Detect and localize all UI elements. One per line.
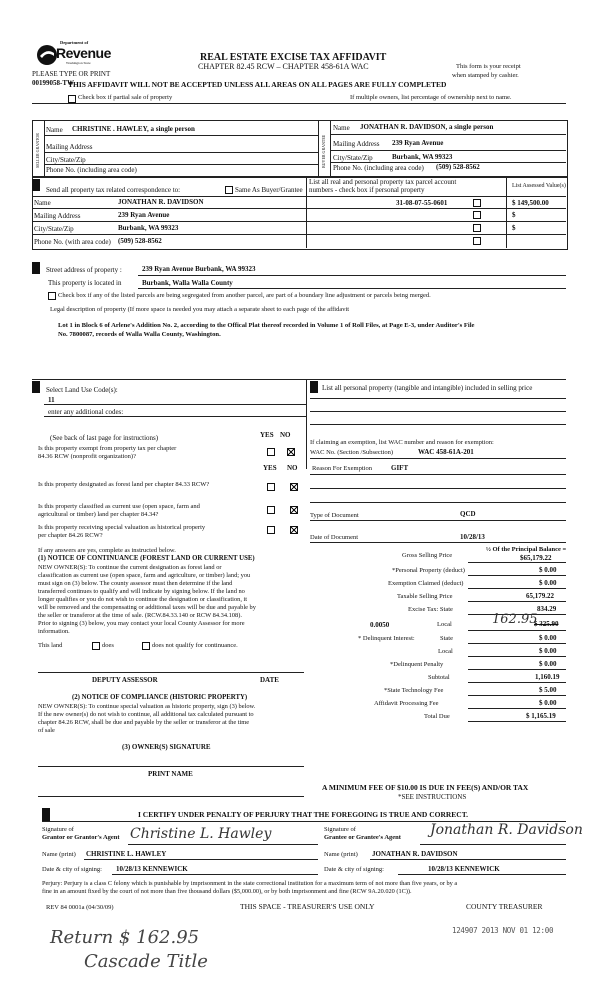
buyer-phone-label: Phone No. (including area code) [333, 164, 424, 172]
q3-line-1: Is this property classified as current use (open space, farm and [38, 503, 200, 510]
located-value: Burbank, Walla Walla County [142, 279, 233, 287]
does-not-label: does not qualify for continuance. [152, 642, 238, 649]
gross-note: ½ Of the Principal Balance = [486, 546, 567, 553]
no-header-1: NO [280, 431, 291, 439]
exemption-label: If claiming an exemption, list WAC number and reason for exemption: [310, 439, 494, 446]
wac-label: WAC No. (Section /Subsection) [310, 449, 394, 456]
subtotal-label: Subtotal [428, 674, 450, 681]
q4-line-1: Is this property receiving special valuation as historical property [38, 524, 206, 531]
continuance-line-8: Prior to signing (3) below, you may contact your local County Assessor for more [38, 620, 245, 627]
personal-deduct-label: *Personal Property (deduct) [392, 567, 465, 574]
q2-no-checkbox[interactable] [290, 483, 298, 491]
grantee-date-city: 10/28/13 KENNEWICK [428, 865, 500, 873]
receipt-stamp: 124907 2013 NOV 01 12:00 [452, 926, 554, 935]
perjury-line-1: Perjury: Perjury is a class C felony which is punishable by imprisonment in the state correctional institution for a maximum term of not more than five years, or by a [42, 880, 458, 887]
warning-text: THIS AFFIDAVIT WILL NOT BE ACCEPTED UNLESS ALL AREAS ON ALL PAGES ARE FULLY COMPLETED [68, 80, 447, 89]
buyer-mailing-label: Mailing Address [333, 140, 380, 148]
grantor-signature: Christine L. Hawley [130, 826, 272, 842]
see-back-note: (See back of last page for instructions) [50, 434, 159, 442]
q3-no-checkbox[interactable] [290, 506, 298, 514]
parcel-3-personal-checkbox[interactable] [473, 224, 481, 232]
rev-number: REV 84 0001a (04/30/09) [46, 904, 114, 911]
parcel-2-personal-checkbox[interactable] [473, 211, 481, 219]
doc-type-value: QCD [460, 510, 476, 518]
does-label: does [102, 642, 114, 649]
local-struck-value: $ 325.90 [534, 620, 559, 628]
certify-text: I CERTIFY UNDER PENALTY OF PERJURY THAT THE FOREGOING IS TRUE AND CORRECT. [138, 810, 469, 819]
reason-value: GIFT [391, 464, 409, 472]
parcel-1-personal-checkbox[interactable] [473, 199, 481, 207]
grantor-name-print-label: Name (print) [42, 851, 76, 858]
see-instructions: *SEE INSTRUCTIONS [398, 793, 467, 801]
minimum-fee-note: A MINIMUM FEE OF $10.00 IS DUE IN FEE(S) AND/OR TAX [322, 783, 529, 792]
continuance-title: (1) NOTICE OF CONTINUANCE (FOREST LAND OR CURRENT USE) [38, 555, 255, 562]
subtotal-value: 1,160.19 [535, 673, 560, 681]
continuance-line-7: the seller or transferor at the time of sale. (RCW.84.33.140 or RCW 84.34.108). [38, 612, 242, 619]
grantee-sig-label-2: Grantee or Grantee's Agent [324, 834, 401, 841]
grantee-signature: Jonathan R. Davidson [430, 822, 583, 838]
tech-fee-label: *State Technology Fee [384, 687, 444, 694]
logo-sub: Washington State [66, 61, 91, 65]
land-use-code: 11 [48, 396, 55, 404]
grantee-date-city-label: Date & city of signing: [324, 866, 384, 873]
yes-header-2: YES [263, 464, 277, 472]
corr-mailing-label: Mailing Address [34, 212, 81, 220]
assessed-header: List Assessed Value(s) [512, 183, 566, 189]
parcels-label-1: List all real and personal property tax parcel account [309, 178, 457, 186]
seller-mailing-label: Mailing Address [46, 143, 93, 151]
delinquent-state-label: State [440, 635, 453, 642]
same-as-buyer-label: Same As Buyer/Grantee [235, 186, 303, 194]
q4-no-checkbox[interactable] [290, 526, 298, 534]
buyer-name-label: Name [333, 124, 350, 132]
wac-value: WAC 458-61A-201 [418, 448, 474, 456]
taxable-value: 65,179.22 [526, 592, 554, 600]
county-treasurer-label: COUNTY TREASURER [466, 902, 543, 911]
section-marker [310, 381, 318, 393]
street-label: Street address of property : [46, 266, 122, 274]
buyer-name: JONATHAN R. DAVIDSON, a single person [360, 123, 494, 131]
handwritten-return: Return $ 162.95 [50, 927, 200, 948]
grantor-date-city-label: Date & city of signing: [42, 866, 102, 873]
deputy-date-label: DATE [260, 676, 279, 684]
delinquent-local-value: $ 0.00 [539, 647, 557, 655]
continuance-line-4: transferred continues to qualify and will indicate by signing below. If the land no [38, 588, 245, 595]
dor-logo [36, 40, 111, 70]
doc-number: 00199058-TW [32, 79, 74, 87]
partial-sale-label: Check box if partial sale of property [78, 94, 173, 101]
q3-line-2: agricultural or timber) land per chapter 84.34? [38, 511, 159, 518]
q1-no-checkbox[interactable] [287, 448, 295, 456]
compliance-line-1: NEW OWNER(S): To continue special valuation as historic property, sign (3) below. [38, 703, 256, 710]
grantor-date-city: 10/28/13 KENNEWICK [116, 865, 188, 873]
processing-fee-label: Affidavit Processing Fee [374, 700, 439, 707]
legal-line-2: No. 7800087, records of Walla Walla County, Washington. [58, 331, 221, 338]
treasurer-space-label: THIS SPACE - TREASURER'S USE ONLY [240, 902, 375, 911]
processing-fee-value: $ 0.00 [539, 699, 557, 707]
seller-city-label: City/State/Zip [46, 156, 86, 164]
gross-label: Gross Selling Price [402, 552, 453, 559]
continuance-intro: If any answers are yes, complete as instructed below. [38, 547, 176, 554]
seller-name-label: Name [46, 126, 63, 134]
this-land-label: This land [38, 642, 63, 649]
section-marker [32, 262, 40, 274]
logo-top: Department of [60, 40, 89, 45]
land-use-label: Select Land Use Code(s): [46, 386, 118, 394]
corr-name: JONATHAN R. DAVIDSON [118, 198, 204, 206]
section-marker [42, 808, 50, 822]
doc-date-label: Date of Document [310, 534, 359, 541]
continuance-line-1: NEW OWNER(S): To continue the current designation as forest land or [38, 564, 222, 571]
personal-property-label: List all personal property (tangible and intangible) included in selling price [322, 384, 533, 392]
buyer-mailing: 239 Ryan Avenue [392, 139, 444, 147]
delinquent-local-label: Local [438, 648, 453, 655]
seller-phone-label: Phone No. (including area code) [46, 166, 137, 174]
parcels-label-2: numbers - check box if personal property [309, 186, 425, 194]
corr-mailing: 239 Ryan Avenue [118, 211, 170, 219]
corr-city-label: City/State/Zip [34, 225, 74, 233]
buyer-city-label: City/State/Zip [333, 154, 373, 162]
form-subtitle: CHAPTER 82.45 RCW – CHAPTER 458-61A WAC [198, 62, 369, 71]
assessed-value-2: $ [512, 211, 516, 219]
excise-state-label: Excise Tax: State [408, 606, 453, 613]
excise-state-value: 834.29 [537, 605, 557, 613]
section-marker [32, 179, 40, 191]
same-as-buyer-checkbox[interactable] [225, 186, 233, 194]
q1-yes-checkbox[interactable] [267, 448, 275, 456]
segregated-checkbox[interactable] [48, 292, 56, 300]
compliance-line-4: of sale [38, 727, 55, 734]
receipt-note-1: This form is your receipt [456, 63, 521, 70]
q4-line-2: per chapter 84.26 RCW? [38, 532, 103, 539]
exempt-deduct-value: $ 0.00 [539, 579, 557, 587]
corr-name-label: Name [34, 199, 51, 207]
q3-yes-checkbox[interactable] [267, 506, 275, 514]
reason-label: Reason For Exemption [312, 465, 372, 472]
owner-signature-label: (3) OWNER(S) SIGNATURE [122, 743, 211, 751]
local-rate: 0.0050 [370, 621, 390, 629]
partial-sale-checkbox[interactable] [68, 95, 76, 103]
does-qualify-checkbox[interactable] [92, 642, 100, 650]
continuance-line-2: classification as current use (open space, farm and agriculture, or timber) land; you [38, 572, 251, 579]
corr-phone-label: Phone No. (with area code) [34, 238, 111, 246]
grantee-sig-label-1: Signature of [324, 826, 356, 833]
compliance-line-2: If the new owner(s) do not wish to continue, all additional tax calculated pursuant to [38, 711, 254, 718]
parcel-4-personal-checkbox[interactable] [473, 237, 481, 245]
buyer-city: Burbank, WA 99323 [392, 153, 453, 161]
dor-logo-icon [36, 44, 58, 66]
local-label: Local [437, 621, 452, 628]
multiple-owners-note: If multiple owners, list percentage of ownership next to name. [350, 94, 512, 101]
deputy-assessor-label: DEPUTY ASSESSOR [92, 676, 158, 684]
corr-city: Burbank, WA 99323 [118, 224, 179, 232]
gross-value: $65,179.22 [520, 554, 552, 562]
print-name-label: PRINT NAME [148, 770, 193, 778]
q2-text: Is this property designated as forest land per chapter 84.33 RCW? [38, 481, 210, 488]
assessed-value-3: $ [512, 224, 516, 232]
doc-date-value: 10/28/13 [460, 533, 485, 541]
street-address: 239 Ryan Avenue Burbank, WA 99323 [142, 265, 256, 273]
q2-yes-checkbox[interactable] [267, 483, 275, 491]
tech-fee-value: $ 5.00 [539, 686, 557, 694]
additional-codes-label: enter any additional codes: [48, 408, 124, 416]
seller-side-label: SELLER GRANTOR [35, 133, 40, 168]
does-not-qualify-checkbox[interactable] [142, 642, 150, 650]
section-marker [32, 381, 40, 393]
handwritten-cascade: Cascade Title [84, 951, 208, 972]
taxable-label: Taxable Selling Price [397, 593, 453, 600]
delinquent-label: * Delinquent Interest: [358, 635, 415, 642]
penalty-value: $ 0.00 [539, 660, 557, 668]
legal-line-1: Lot 1 in Block 6 of Arlene's Addition No. 2, according to the Offical Plat thereof recorded in Volume 1 of Roll Files, at Page E-3, under Auditor's File [58, 322, 475, 329]
grantor-sig-label-2: Grantor or Grantor's Agent [42, 834, 120, 841]
yes-header-1: YES [260, 431, 274, 439]
delinquent-state-value: $ 0.00 [539, 634, 557, 642]
continuance-line-6: will be removed and the compensating or additional taxes will be due and payable by [38, 604, 256, 611]
grantor-sig-label-1: Signature of [42, 826, 74, 833]
logo-main: Revenue [56, 45, 111, 61]
assessed-value-1: $ 149,500.00 [512, 199, 549, 207]
grantee-name-print-label: Name (print) [324, 851, 358, 858]
parcel-number: 31-08-07-55-0601 [396, 199, 448, 207]
total-due-value: $ 1,165.19 [526, 712, 556, 720]
exempt-deduct-label: Exemption Claimed (deduct) [388, 580, 464, 587]
grantor-name-print: CHRISTINE L. HAWLEY [86, 850, 167, 858]
buyer-phone: (509) 528-8562 [436, 163, 480, 171]
receipt-note-2: when stamped by cashier. [452, 72, 519, 79]
legal-label: Legal description of property (If more space is needed you may attach a separate sheet to each page of the affidavit [50, 306, 350, 313]
q4-yes-checkbox[interactable] [267, 526, 275, 534]
no-header-2: NO [287, 464, 298, 472]
seller-name: CHRISTINE . HAWLEY, a single person [72, 125, 195, 133]
perjury-line-2: fine in an amount fixed by the court of not more than five thousand dollars ($5,000.00), or by both imprisonment and fine (RCW 9A.20.020 (1C)). [42, 888, 412, 895]
corr-phone: (509) 528-8562 [118, 237, 162, 245]
q1-line-2: 84.36 RCW (nonprofit organization)? [38, 453, 136, 460]
continuance-line-5: longer qualifies or you do not wish to continue the designation or classification, it [38, 596, 248, 603]
compliance-title: (2) NOTICE OF COMPLIANCE (HISTORIC PROPERTY) [72, 694, 248, 701]
please-type: PLEASE TYPE OR PRINT [32, 70, 111, 78]
correspondence-label: Send all property tax related correspondence to: [46, 186, 181, 194]
continuance-line-3: must sign on (3) below. The county assessor must then determine if the land [38, 580, 233, 587]
local-handwritten: 162.95 [492, 612, 538, 627]
q1-line-1: Is this property exempt from property tax per chapter [38, 445, 177, 452]
form-title: REAL ESTATE EXCISE TAX AFFIDAVIT [200, 52, 387, 63]
buyer-side-label: BUYER GRANTEE [321, 134, 326, 168]
located-label: This property is located in [48, 279, 122, 287]
total-due-label: Total Due [424, 713, 450, 720]
penalty-label: *Delinquent Penalty [390, 661, 444, 668]
continuance-line-9: information. [38, 628, 70, 635]
doc-type-label: Type of Document [310, 512, 359, 519]
grantee-name-print: JONATHAN R. DAVIDSON [372, 850, 458, 858]
personal-deduct-value: $ 0.00 [539, 566, 557, 574]
compliance-line-3: chapter 84.26 RCW, shall be due and payable by the seller or transferor at the time [38, 719, 250, 726]
segregated-label: Check box if any of the listed parcels are being segregated from another parcel, are part of a boundary line adjustment or parcels being merged. [58, 292, 431, 299]
